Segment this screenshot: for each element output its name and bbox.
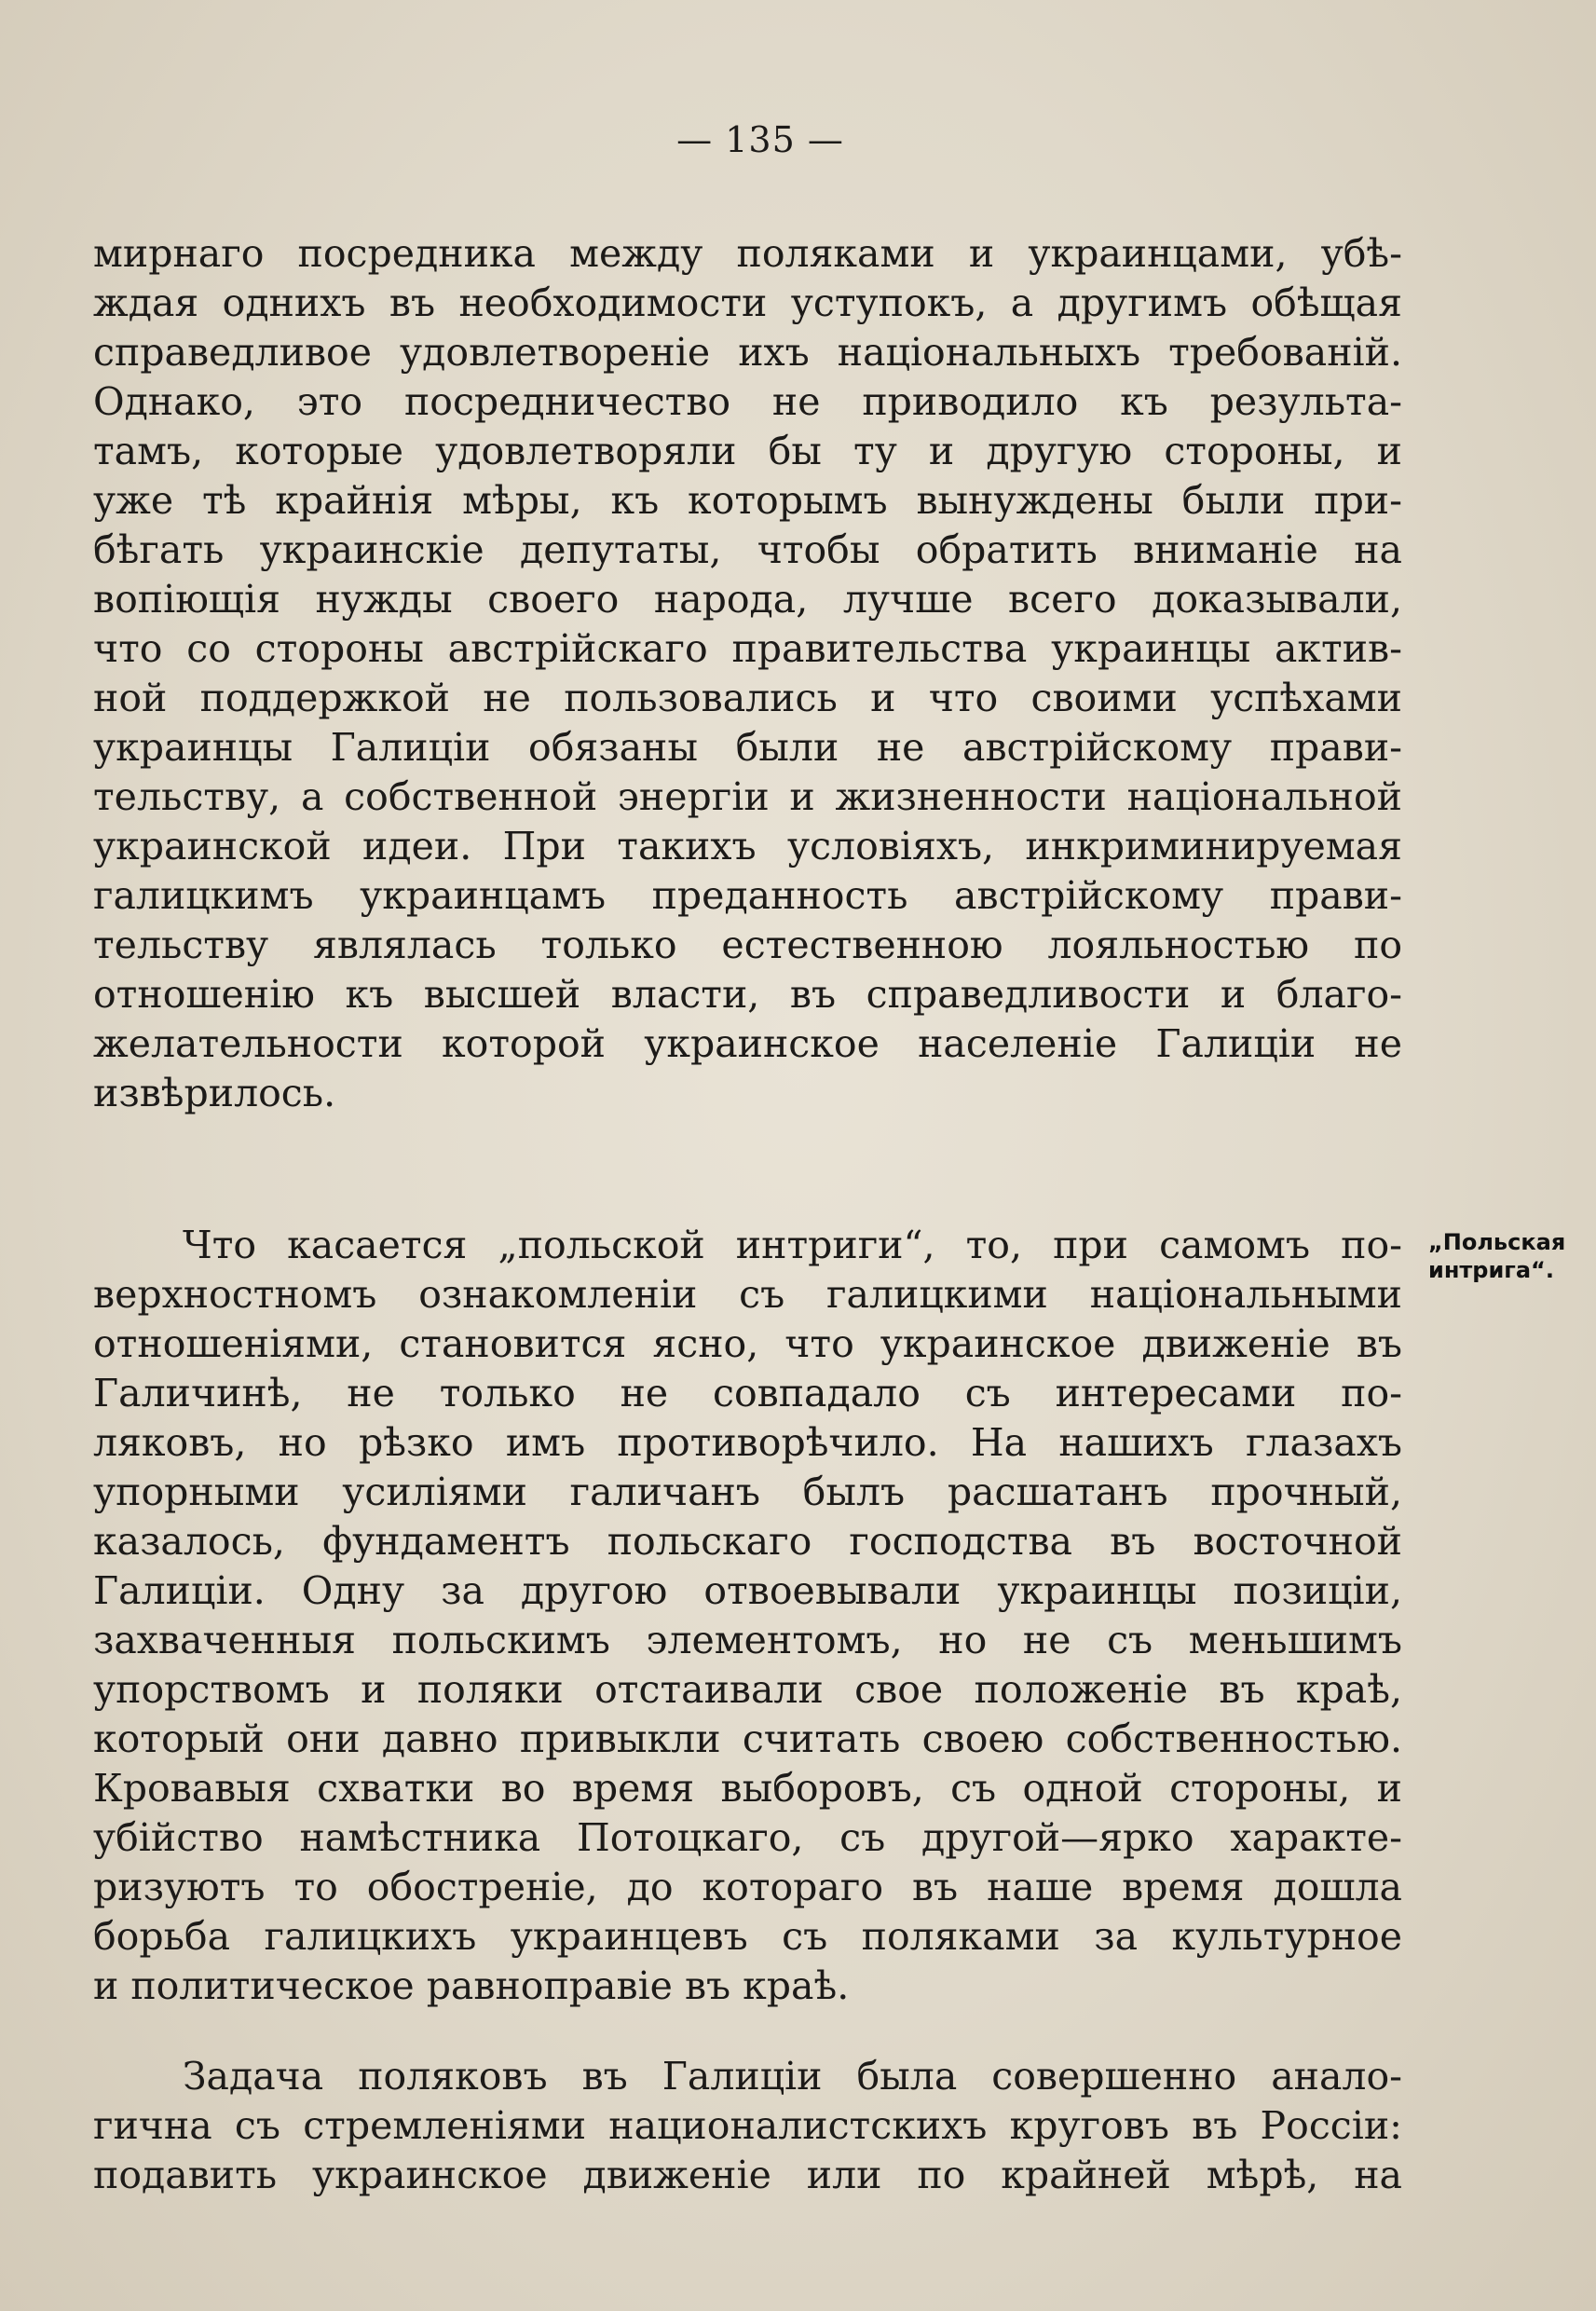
text-line: Что касается „польской интриги“, то, при самомъ по- bbox=[183, 1223, 1402, 1267]
text-line: отношеніями, становится ясно, что украинское движеніе въ bbox=[93, 1321, 1402, 1366]
text-line: который они давно привыкли считать своею собственностью. bbox=[93, 1716, 1402, 1761]
margin-note-line: интрига“. bbox=[1428, 1257, 1554, 1283]
text-line: вопіющія нужды своего народа, лучше всего доказывали, bbox=[93, 577, 1402, 622]
text-line: борьба галицкихъ украинцевъ съ поляками за культурное bbox=[93, 1914, 1402, 1959]
paragraph-1 bbox=[93, 229, 1402, 1118]
text-line: украинцы Галиціи обязаны были не австрійскому прави- bbox=[93, 725, 1402, 770]
text-line: уже тѣ крайнія мѣры, къ которымъ вынуждены были при- bbox=[93, 478, 1402, 523]
text-line: галицкимъ украинцамъ преданность австрійскому прави- bbox=[93, 873, 1402, 918]
text-line: ждая однихъ въ необходимости уступокъ, а другимъ обѣщая bbox=[93, 280, 1402, 325]
text-line: верхностномъ ознакомленіи съ галицкими національными bbox=[93, 1272, 1402, 1317]
margin-note bbox=[1428, 1228, 1596, 1284]
paragraph-3 bbox=[93, 2052, 1402, 2200]
text-line: что со стороны австрійскаго правительства украинцы актив- bbox=[93, 626, 1402, 671]
text-line: тельству являлась только естественною лояльностью по bbox=[93, 923, 1402, 967]
paragraph-2 bbox=[93, 1221, 1402, 2011]
text-line: Галичинѣ, не только не совпадало съ интересами по- bbox=[93, 1371, 1402, 1415]
text-line: ной поддержкой не пользовались и что своими успѣхами bbox=[93, 676, 1402, 720]
margin-note-line: „Польская bbox=[1428, 1229, 1566, 1255]
text-line: тамъ, которые удовлетворяли бы ту и другую стороны, и bbox=[93, 429, 1402, 473]
text-line: извѣрилось. bbox=[93, 1071, 336, 1115]
text-line: бѣгать украинскіе депутаты, чтобы обратить вниманіе на bbox=[93, 527, 1402, 572]
text-line: упорными усиліями галичанъ былъ расшатанъ прочный, bbox=[93, 1470, 1402, 1514]
text-line: убійство намѣстника Потоцкаго, съ другой—ярко характе- bbox=[93, 1815, 1402, 1860]
text-line: тельству, а собственной энергіи и жизненности національной bbox=[93, 774, 1402, 819]
text-line: гична съ стремленіями националистскихъ круговъ въ Россіи: bbox=[93, 2103, 1402, 2148]
text-line: Задача поляковъ въ Галиціи была совершенно анало- bbox=[183, 2054, 1402, 2099]
text-line: и политическое равноправіе въ краѣ. bbox=[93, 1963, 850, 2008]
text-line: отношенію къ высшей власти, въ справедливости и благо- bbox=[93, 972, 1402, 1017]
text-line: подавить украинское движеніе или по крайней мѣрѣ, на bbox=[93, 2153, 1402, 2197]
text-line: Галиціи. Одну за другою отвоевывали украинцы позиціи, bbox=[93, 1568, 1402, 1613]
page-number: — 135 — bbox=[676, 119, 844, 160]
text-line: ляковъ, но рѣзко имъ противорѣчило. На нашихъ глазахъ bbox=[93, 1420, 1402, 1465]
text-line: украинской идеи. При такихъ условіяхъ, инкриминируемая bbox=[93, 824, 1402, 868]
text-line: мирнаго посредника между поляками и украинцами, убѣ- bbox=[93, 231, 1402, 276]
text-line: захваченныя польскимъ элементомъ, но не съ меньшимъ bbox=[93, 1618, 1402, 1662]
text-line: казалось, фундаментъ польскаго господства въ восточной bbox=[93, 1519, 1402, 1564]
text-line: Кровавыя схватки во время выборовъ, съ одной стороны, и bbox=[93, 1766, 1402, 1811]
text-line: упорствомъ и поляки отстаивали свое положеніе въ краѣ, bbox=[93, 1667, 1402, 1712]
text-line: Однако, это посредничество не приводило къ результа- bbox=[93, 379, 1402, 424]
text-line: ризуютъ то обостреніе, до котораго въ наше время дошла bbox=[93, 1865, 1402, 1909]
text-line: справедливое удовлетвореніе ихъ національныхъ требованій. bbox=[93, 330, 1402, 375]
text-line: желательности которой украинское населеніе Галиціи не bbox=[93, 1021, 1402, 1066]
